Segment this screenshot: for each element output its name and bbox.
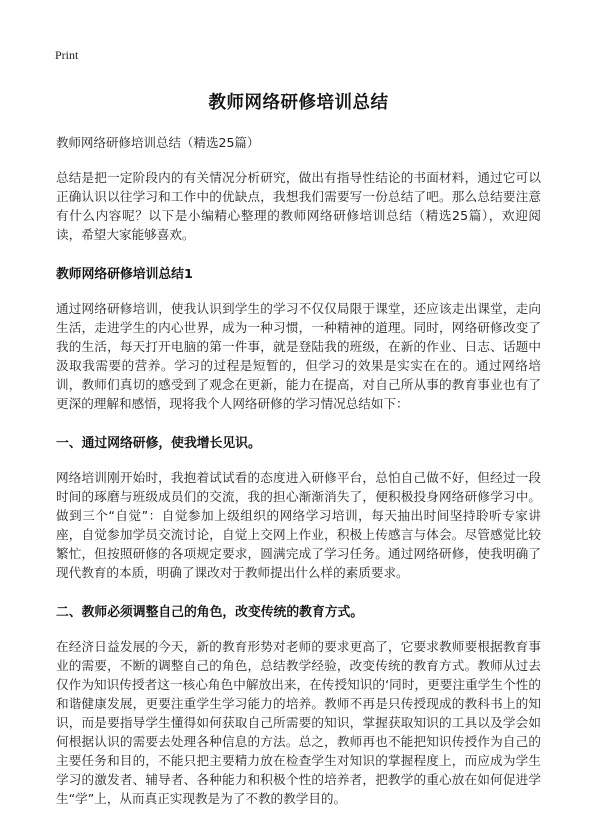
section-heading-1: 教师网络研修培训总结1 [56,267,193,282]
section-heading-2: 一、通过网络研修，使我增长见识。 [56,436,261,451]
paragraph-2: 网络培训刚开始时，我抱着试试看的态度进入研修平台，总怕自己做不好，但经过一段时间的琢磨与班级成员们的交流，我的担心渐渐消失了，便积极投身网络研修学习中。做到三个“自觉”：自觉参加上级组织的网络学习培训，每天抽出时间坚持聆听专家讲座，自觉参加学员交流讨论，自觉上交网上作业，积极上传感言与体会。尽管感觉比较繁忙，但按照研修的各项规定要求，圆满完成了学习任务。通过网络研修，使我明确了现代教育的本质，明确了课改对于教师提出什么样的素质要求。 [56,470,541,580]
document-subtitle: 教师网络研修培训总结（精选25篇） [56,135,260,150]
print-link[interactable]: Print [55,48,79,62]
intro-paragraph: 总结是把一定阶段内的有关情况分析研究，做出有指导性结论的书面材料，通过它可以正确认识以往学习和工作中的优缺点，我想我们需要写一份总结了吧。那么总结要注意有什么内容呢？以下是小编精心整理的教师网络研修培训总结（精选25篇），欢迎阅读，希望大家能够喜欢。 [56,170,541,242]
section-heading-3: 二、教师必须调整自己的角色，改变传统的教育方式。 [56,605,364,620]
paragraph-3: 在经济日益发展的今天，新的教育形势对老师的要求更高了，它要求教师要根据教育事业的需要，不断的调整自己的角色，总结教学经验，改变传统的教育方式。教师从过去仅作为知识传授者这一核心角色中解放出来，在传授知识的‘同时，更要注重学生个性的和谐健康发展，更要注重学生学习能力的培养。教师不再是只传授现成的教科书上的知识，而是要指导学生懂得如何获取自己所需要的知识，掌握获取知识的工具以及学会如何根据认识的需要去处理各种信息的方法。总之，教师再也不能把知识传授作为自己的主要任务和目的，不能只把主要精力放在检查学生对知识的掌握程度上，而应成为学生学习的激发者、辅导者、各种能力和积极个性的培养者，把教学的重心放在如何促进学生“学”上，从而真正实现教是为了不教的教学目的。 [56,639,541,806]
paragraph-1: 通过网络研修培训，使我认识到学生的学习不仅仅局限于课堂，还应该走出课堂，走向生活，走进学生的内心世界，成为一种习惯，一种精神的道理。同时，网络研修改变了我的生活，每天打开电脑的第一件事，就是登陆我的班级，在新的作业、日志、话题中汲取我需要的营养。学习的过程是短暂的，但学习的效果是实实在在的。通过网络培训，教师们真切的感受到了观念在更新，能力在提高，对自己所从事的教育事业也有了更深的理解和感悟，现将我个人网络研修的学习情况总结如下： [56,301,541,411]
page-title: 教师网络研修培训总结 [208,93,389,113]
